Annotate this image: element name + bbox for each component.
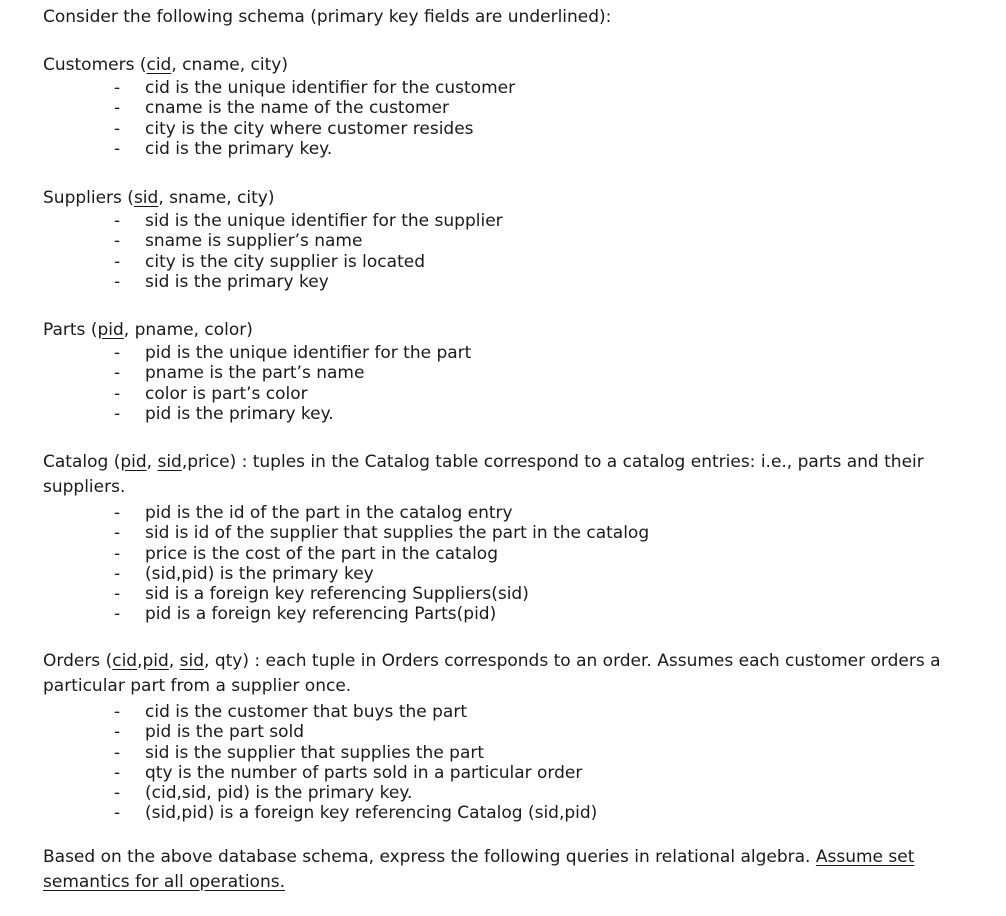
catalog-heading: Catalog (pid, sid,price) : tuples in the Catalog table correspond to a catalog entries: i.e., parts and their suppliers. [43,452,924,497]
orders-section [43,649,943,824]
parts-heading: Parts (pid, pname, color) [43,320,253,340]
catalog-attribute-list [43,503,943,625]
dash: - [114,251,121,272]
orders-attribute-list [43,702,943,824]
list-item: - price is the cost of the part in the catalog [114,543,498,564]
closing-instruction [43,845,943,895]
suppliers-attribute-list [43,211,943,292]
table-name: Orders [43,651,101,671]
list-item: - sid is the unique identifier for the supplier [114,211,503,231]
field: cname [182,55,240,75]
list-item: - cid is the customer that buys the part [114,702,467,722]
list-item: - sid is the primary key [114,271,329,292]
dash: - [114,138,121,159]
list-item: - city is the city where customer resides [114,118,474,139]
list-item: - (cid,sid, pid) is the primary key. [114,783,413,804]
dash: - [114,383,121,404]
catalog-section [43,450,943,625]
list-item: - pid is the part sold [114,722,305,743]
primary-key-field: pid [120,452,147,472]
dash: - [114,271,121,292]
primary-key-field: sid [133,188,159,208]
dash: - [114,762,121,783]
primary-key-field: sid [179,651,204,671]
list-item: - cid is the primary key. [114,138,333,159]
dash: - [114,231,121,252]
dash: - [114,783,121,804]
customers-heading: Customers (cid, cname, city) [43,55,288,75]
list-item: - qty is the number of parts sold in a particular order [114,762,583,783]
field: qty [214,651,243,671]
dash: - [114,118,121,139]
dash: - [114,803,121,824]
dash: - [114,78,121,98]
list-item: - pname is the part’s name [114,363,365,384]
list-item: - pid is the unique identifier for the part [114,343,472,363]
list-item: - color is part’s color [114,383,308,404]
dash: - [114,584,121,605]
primary-key-field: sid [157,452,182,472]
intro-text: Consider the following schema (primary key fields are underlined): [43,7,612,27]
list-item: - sname is supplier’s name [114,231,363,252]
primary-key-field: pid [97,320,124,340]
orders-heading: Orders (cid,pid, sid, qty) : each tuple in Orders corresponds to an order. Assumes each customer orders a particular part from a supplier once. [43,651,941,696]
dash: - [114,343,121,363]
orders-description: : each tuple in Orders corresponds to an order. Assumes each customer orders a particular part from a supplier once. [43,651,941,696]
dash: - [114,722,121,743]
field: color [204,320,247,340]
dash: - [114,563,121,584]
primary-key-field: pid [142,651,169,671]
list-item: - (sid,pid) is the primary key [114,563,374,584]
primary-key-field: cid [146,55,172,75]
dash: - [114,503,121,523]
dash: - [114,702,121,722]
list-item: - city is the city supplier is located [114,251,425,272]
list-item: - cid is the unique identifier for the customer [114,78,516,98]
list-item: - cname is the name of the customer [114,98,450,119]
dash: - [114,403,121,424]
table-name: Parts [43,320,86,340]
field: city [250,55,282,75]
parts-section [43,318,943,424]
dash: - [114,523,121,544]
list-item: - pid is the id of the part in the catalog entry [114,503,513,523]
dash: - [114,98,121,119]
dash: - [114,211,121,231]
catalog-description: : tuples in the Catalog table correspond to a catalog entries: i.e., parts and their suppliers. [43,452,924,497]
list-item: - (sid,pid) is a foreign key referencing Catalog (sid,pid) [114,803,598,824]
field: sname [169,188,227,208]
field: pname [134,320,194,340]
dash: - [114,363,121,384]
suppliers-section [43,186,943,292]
primary-key-field: cid [112,651,138,671]
list-item: - sid is id of the supplier that supplies the part in the catalog [114,523,650,544]
customers-section [43,53,943,159]
dash: - [114,543,121,564]
list-item: - sid is the supplier that supplies the part [114,742,485,763]
customers-attribute-list [43,78,943,159]
field: city [237,188,268,208]
field: price [187,452,230,472]
table-name: Catalog [43,452,109,472]
instruction-text: Based on the above database schema, express the following queries in relational algebra. [43,847,811,867]
suppliers-heading: Suppliers (sid, sname, city) [43,188,275,208]
parts-attribute-list [43,343,943,424]
dash: - [114,604,121,625]
dash: - [114,742,121,763]
list-item: - pid is the primary key. [114,403,334,424]
set-semantics-note: Assume set semantics for all operations. [43,847,915,892]
list-item: - pid is a foreign key referencing Parts(pid) [114,604,497,625]
list-item: - sid is a foreign key referencing Suppliers(sid) [114,584,529,605]
table-name: Suppliers [43,188,122,208]
table-name: Customers [43,55,135,75]
